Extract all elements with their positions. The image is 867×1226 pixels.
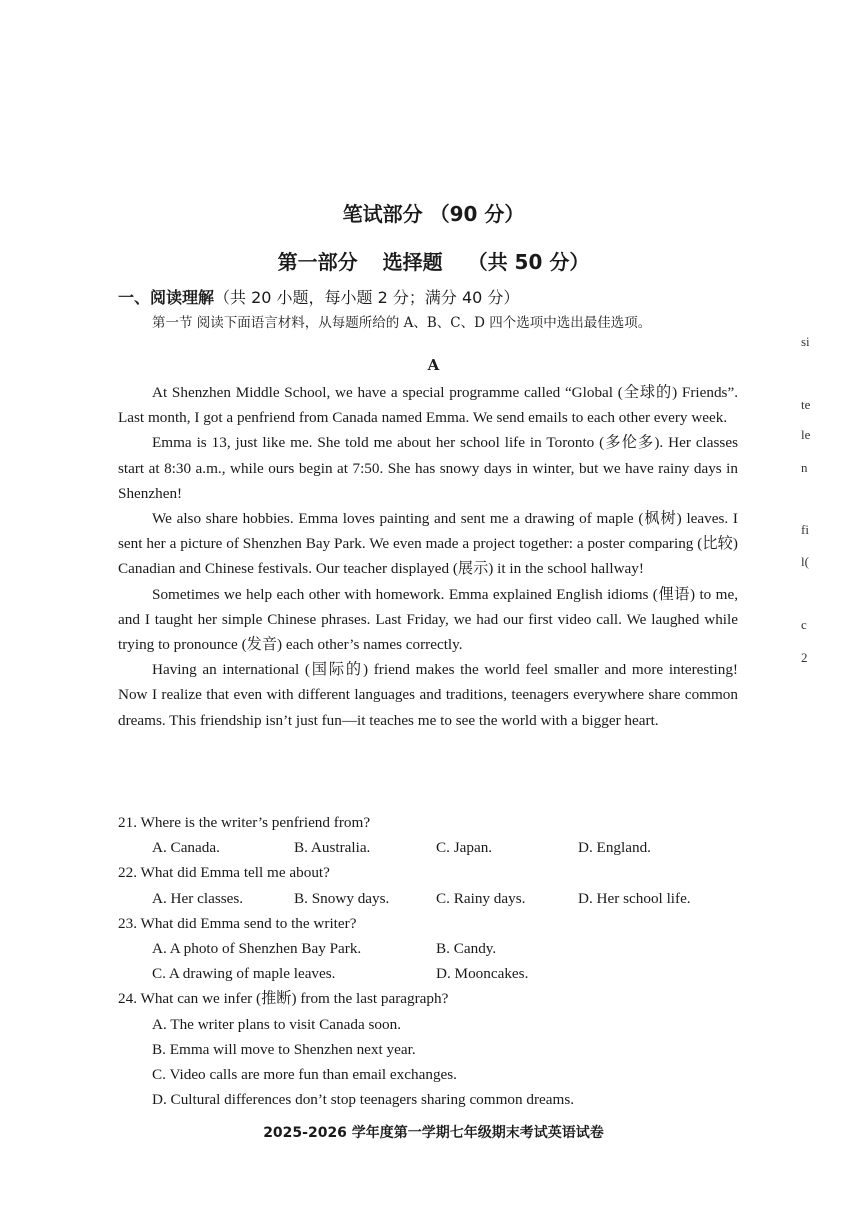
question-stem: 21. Where is the writer’s penfriend from?: [118, 814, 371, 831]
edge-fragment: 2: [801, 650, 808, 665]
option-b: B. Australia.: [294, 839, 371, 857]
option-c: C. A drawing of maple leaves.: [152, 965, 336, 983]
edge-fragment: fi: [801, 522, 809, 537]
question-24: [118, 986, 758, 1112]
exam-footer: 2025-2026 学年度第一学期七年级期末考试英语试卷: [263, 1125, 604, 1141]
option-d: D. Her school life.: [578, 889, 691, 907]
options-row: [118, 961, 758, 986]
written-part-title: 笔试部分 （90 分）: [342, 202, 525, 226]
question-stem: 23. What did Emma send to the writer?: [118, 914, 357, 932]
option-c: C. Japan.: [436, 839, 493, 857]
paragraph: Sometimes we help each other with homework. Emma explained English idioms (俚语) to me, and I taught her simple Chinese phrases. Last Friday, we had our first video call. We laughed while trying to pronounce (发音) each other’s names correctly.: [118, 585, 738, 654]
option-a: A. Canada.: [152, 839, 220, 857]
edge-fragment: c: [801, 617, 807, 632]
edge-fragment: si: [801, 334, 810, 349]
edge-fragment: le: [801, 427, 811, 442]
option-a: A. The writer plans to visit Canada soon.: [152, 1015, 402, 1033]
section-instruction: 第一节 阅读下面语言材料，从每题所给的 A、B、C、D 四个选项中选出最佳选项。: [152, 315, 652, 331]
edge-fragment: l(: [801, 554, 809, 569]
question-21: [118, 810, 758, 860]
reading-passage: [118, 380, 738, 733]
part-one-title: [0, 246, 867, 275]
options-row: [118, 936, 758, 961]
option-d: D. Cultural differences don’t stop teenagers sharing common dreams.: [152, 1091, 575, 1109]
option-d: D. Mooncakes.: [436, 965, 529, 983]
part-one-label: 第一部分: [277, 250, 358, 274]
question-stem: 22. What did Emma tell me about?: [118, 864, 330, 882]
edge-fragment: te: [801, 397, 811, 412]
question-23: [118, 911, 758, 987]
section-detail: （共 20 小题，每小题 2 分；满分 40 分）: [214, 288, 520, 307]
option-b: B. Candy.: [436, 940, 497, 958]
option-a: A. A photo of Shenzhen Bay Park.: [152, 940, 362, 958]
question-stem: 24. What can we infer (推断) from the last paragraph?: [118, 990, 449, 1008]
option-b: B. Emma will move to Shenzhen next year.: [152, 1040, 416, 1058]
paragraph: Emma is 13, just like me. She told me about her school life in Toronto (多伦多). Her classes start at 8:30 a.m., while ours begin at 7:50. She has snowy days in winter, but we have rainy days in Shenzhen!: [118, 434, 738, 502]
choice-label: 选择题: [382, 250, 443, 274]
question-list: [118, 810, 758, 1112]
passage-letter: A: [427, 356, 440, 374]
total-score: （共 50 分）: [467, 250, 590, 274]
option-c: C. Video calls are more fun than email exchanges.: [152, 1066, 457, 1084]
paragraph: At Shenzhen Middle School, we have a special programme called “Global (全球的) Friends”. Last month, I got a penfriend from Canada named Emma. We send emails to each other every week.: [118, 384, 738, 427]
paragraph: Having an international (国际的) friend makes the world feel smaller and more interesting! Now I realize that even with different languages and traditions, teenagers everywhere share common dreams. This friendship isn’t just fun—it teaches me to see the world with a bigger heart.: [118, 661, 738, 729]
option-b: B. Snowy days.: [294, 889, 390, 907]
edge-fragment: n: [801, 460, 808, 475]
option-c: C. Rainy days.: [436, 889, 526, 907]
question-22: [118, 860, 758, 910]
options-row: [118, 835, 758, 860]
options-row: [118, 886, 758, 911]
paragraph: We also share hobbies. Emma loves painting and sent me a drawing of maple (枫树) leaves. I sent her a picture of Shenzhen Bay Park. We even made a project together: a poster comparing (比较) Canadian and Chinese festivals. Our teacher displayed (展示) it in the school hallway!: [118, 510, 738, 578]
section-heading: [118, 285, 519, 308]
option-d: D. England.: [578, 839, 651, 857]
section-title: 一、阅读理解: [118, 288, 215, 307]
option-a: A. Her classes.: [152, 889, 244, 907]
